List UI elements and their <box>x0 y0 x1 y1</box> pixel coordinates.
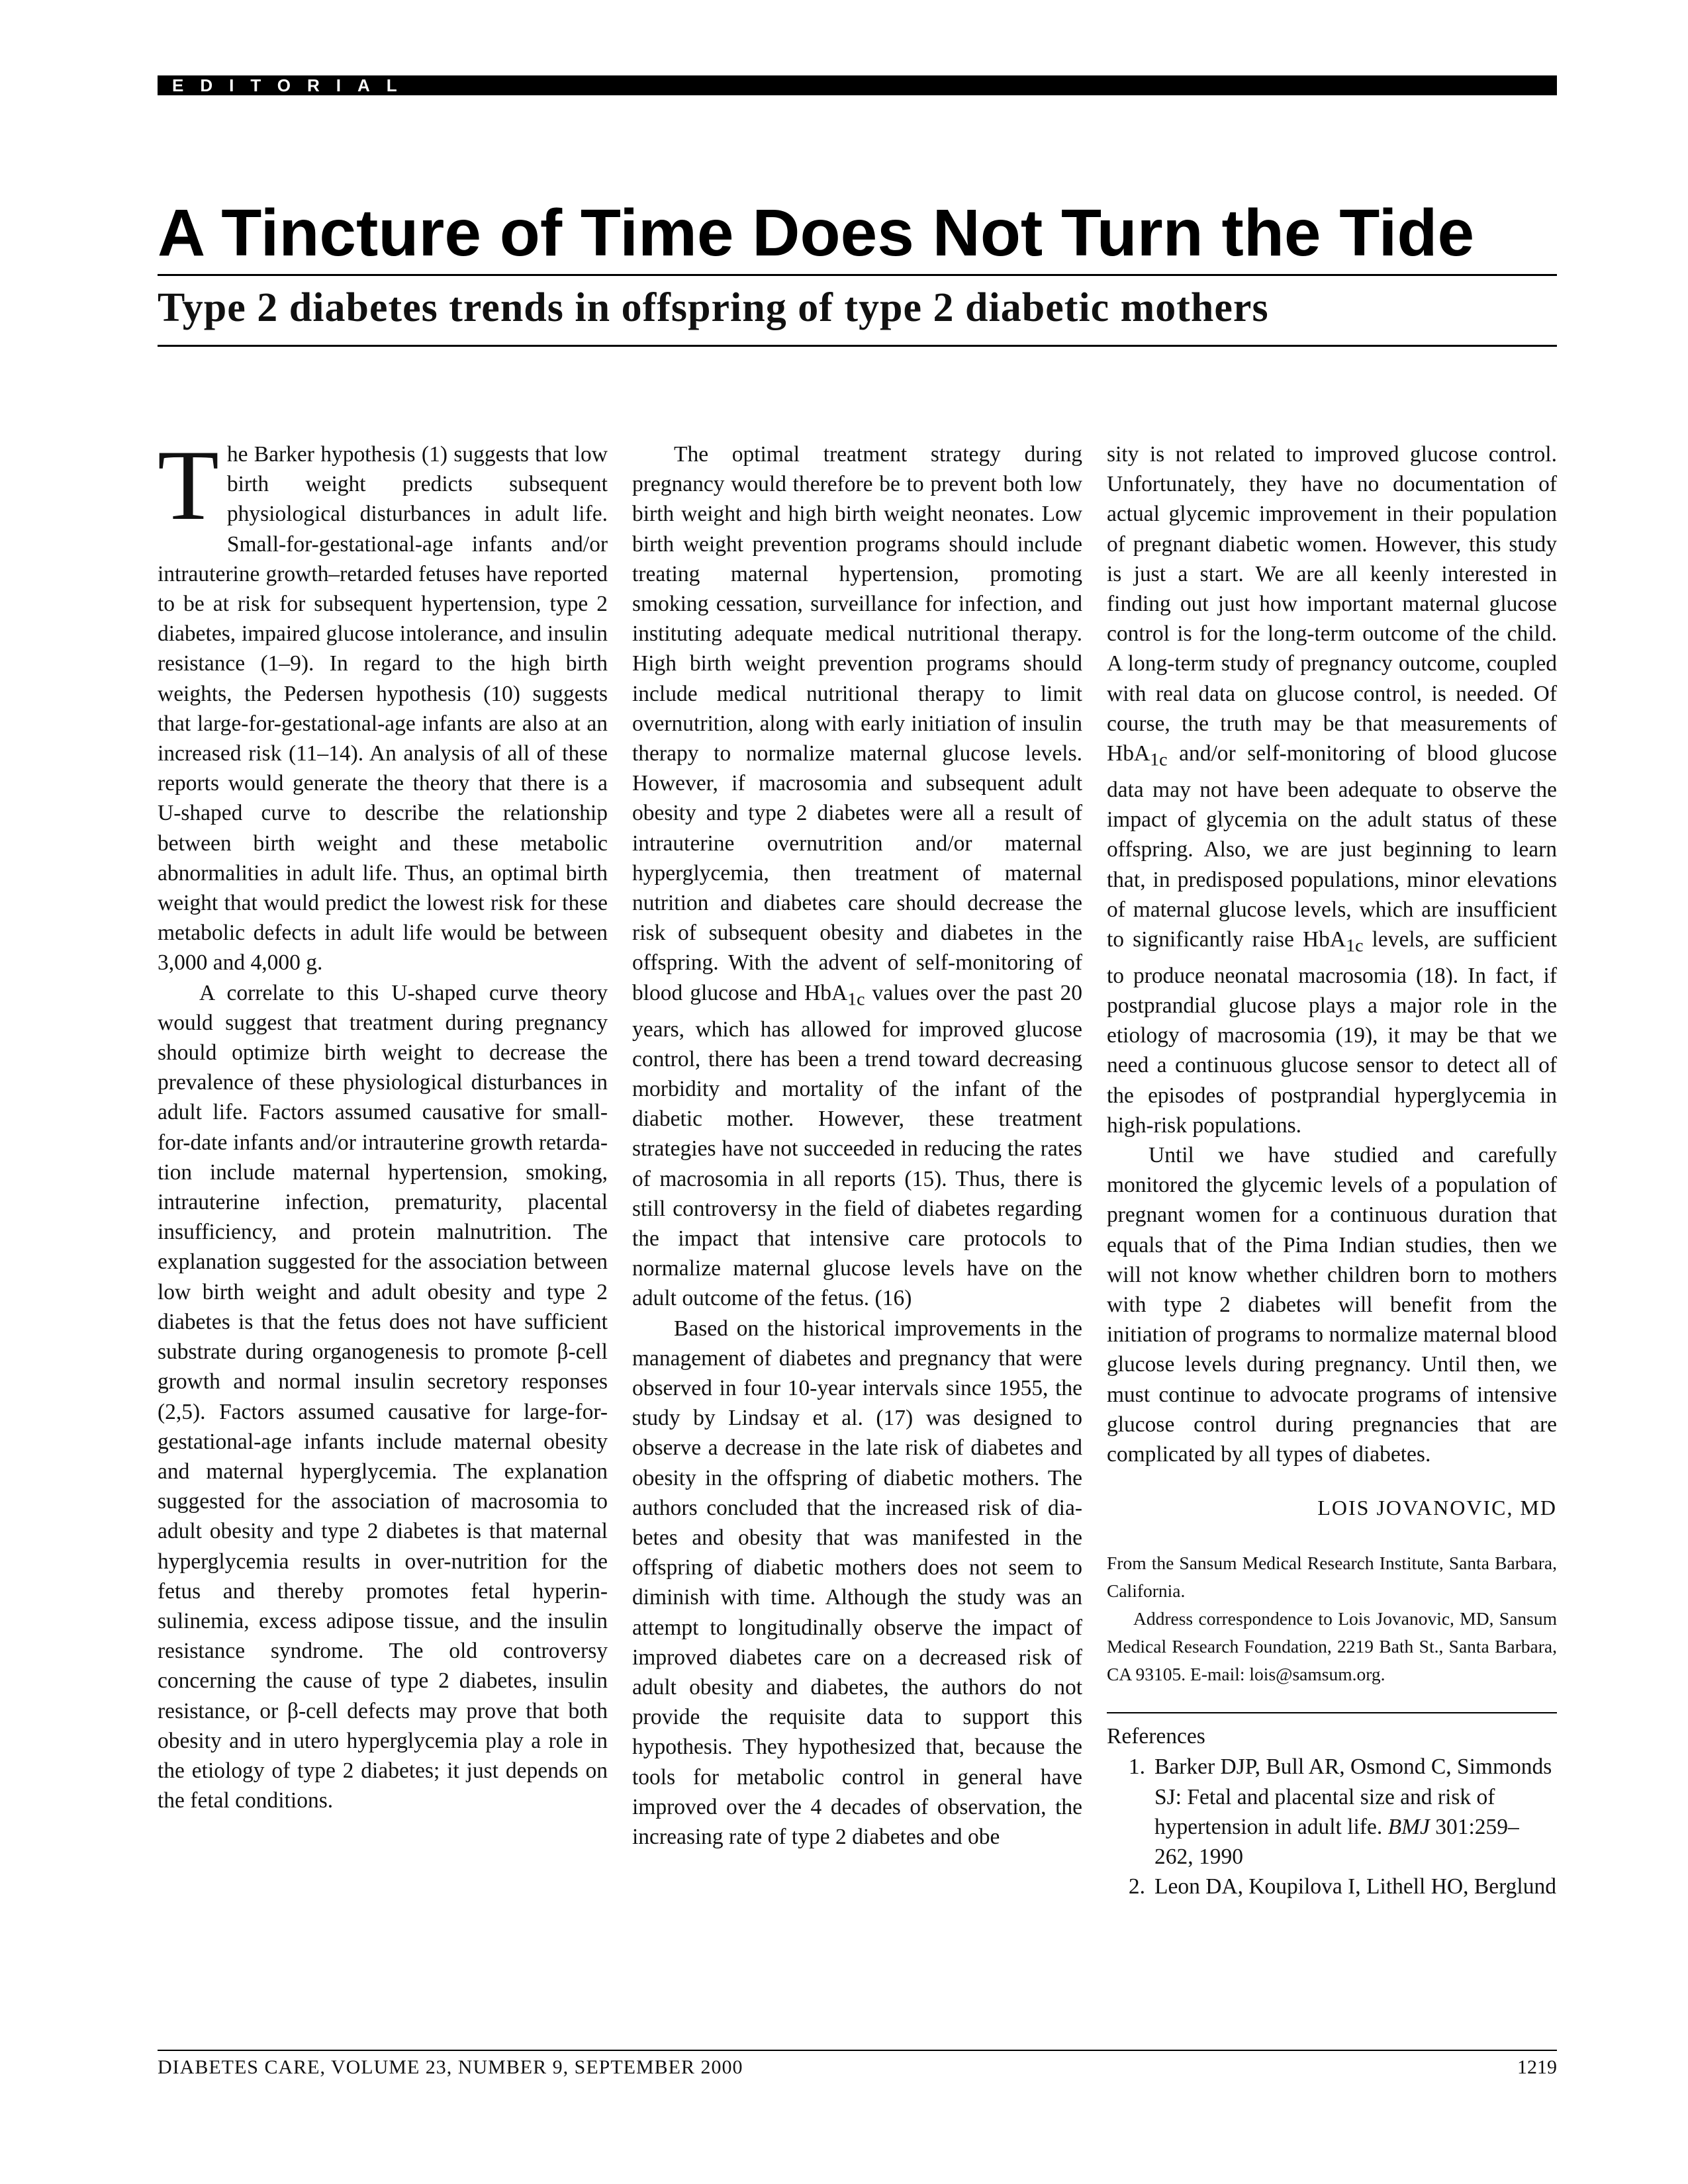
reference-item: 1. Barker DJP, Bull AR, Osmond C, Simmonds SJ: Fetal and placental size and risk of hypertension in adult life. BMJ 301:259–262, 1990 <box>1128 1754 1552 1870</box>
article-title: A Tincture of Time Does Not Turn the Tide <box>158 196 1475 270</box>
col2-paragraph-2: Based on the historical improvements in the management of diabetes and pregnancy that were observed in four 10-year intervals since 1955, the study by Lindsay et al. (17) was designed to observe a decrease in the late risk of diabetes and obesity in the offspring of diabetic mothers. The authors concluded that the increased risk of diabetes and obesity that was manifested in the offspring of diabetic mothers does not seem to diminish with time. Although the study was an attempt to longitudinally observe the impact of improved diabetes care on a decreased risk of adult obesity and diabetes, the authors do not provide the requisite data to support this hypothesis. They hypothesized that, because the tools for metabolic control in general have improved over the 4 decades of observation, the increasing rate of type 2 diabetes and obe <box>632 1316 1082 1850</box>
footer-rule <box>158 2050 1557 2051</box>
section-banner <box>158 75 1557 95</box>
col2-paragraph-1: The optimal treatment strategy during pregnancy would therefore be to prevent both low birth weight and high birth weight neonates. Low birth weight prevention programs should include treating maternal hypertension, promoting smoking cessation, surveillance for infection, and instituting adequate medical nutritional therapy. High birth weight prevention programs should include medical nutritional therapy to limit overnutrition, along with early initiation of insulin therapy to normalize maternal glucose levels. However, if macrosomia and subsequent adult obesity and type 2 diabetes were all a result of intrauterine overnutrition and/or maternal hyperglycemia, then treatment of maternal nutrition and diabetes care should decrease the risk of subsequent obesity and diabetes in the offspring. With the advent of self-monitoring of blood glucose and HbA$_{1c}$ values over the past 20 years, which has allowed for improved glucose control, there has been a trend toward decreasing morbidity and mortality of the infant of the diabetic mother. However, these treatment strategies have not succeeded in reducing the rates of macrosomia in all reports (15). Thus, there is still controversy in the field of diabetes regarding the impact that intensive care protocols to normalize maternal glucose levels have on the adult outcome of the fetus. (16) <box>632 442 1082 1311</box>
affiliation-text: From the Sansum Medical Research Institute, Santa Barbara, California. <box>1107 1553 1557 1602</box>
column-2 <box>632 439 1082 1852</box>
section-label: EDITORIAL <box>172 75 414 95</box>
title-rule <box>158 274 1557 276</box>
col3-paragraph-1: sity is not related to improved glucose control. Unfortunately, they have no documentation of actual glycemic improvement in their population of pregnant diabetic women. However, this study is just a start. We are all keenly interested in finding out just how important maternal glucose control is for the long-term outcome of the child. A long-term study of pregnancy outcome, coupled with real data on glucose control, is needed. Of course, the truth may be that measurements of HbA$_{1c}$ and/or self-monitoring of blood glucose data may not have been adequate to observe the impact of glycemia on the adult status of these offspring. Also, we are just beginning to learn that, in predisposed populations, minor elevations of maternal glucose levels, which are insufficient to significantly raise HbA$_{1c}$ levels, are sufficient to produce neonatal macrosomia (18). In fact, if postprandial glucose plays a major role in the etiology of macrosomia (19), it may be that we need a continuous glucose sensor to detect all of the episodes of postprandial hyperglycemia in high-risk populations. <box>1107 442 1557 1138</box>
col3-paragraph-2: Until we have studied and carefully monitored the glycemic levels of a population of pregnant women for a continuous duration that equals that of the Pima Indian studies, then we will not know whether children born to mothers with type 2 diabetes will benefit from the initiation of programs to normalize maternal blood glucose levels during pregnancy. Until then, we must continue to advocate programs of intensive glucose control during pregnancies that are complicated by all types of diabetes. <box>1107 1143 1557 1467</box>
drop-cap: T <box>158 430 219 541</box>
author-byline: LOIS JOVANOVIC, MD <box>1317 1496 1557 1520</box>
references-rule <box>1107 1712 1557 1713</box>
reference-item: 2. Leon DA, Koupilova I, Lithell HO, Berglund <box>1128 1874 1556 1899</box>
col1-paragraph-2: A correlate to this U-shaped curve theory would suggest that treatment during pregnancy should optimize birth weight to decrease the prevalence of these physiological disturbances in adult life. Factors assumed causative for small-for-date infants and/or intrauterine growth retardation include maternal hypertension, smoking, intrauterine infection, prematurity, placental insufficiency, and protein malnutrition. The explanation suggested for the association between low birth weight and adult obesity and type 2 diabetes is that the fetus does not have sufficient substrate during organogenesis to promote β-cell growth and normal insulin secretory responses (2,5). Factors assumed causative for large-for-gestational-age infants include maternal obesity and maternal hyperglycemia. The explanation suggested for the association of macrosomia to adult obesity and type 2 diabetes is that maternal hyperglycemia results in over-nutrition for the fetus and thereby promotes fetal hyperinsulinemia, excess adipose tissue, and the insulin resistance syndrome. The old controversy concerning the cause of type 2 diabetes, insulin resistance, or β-cell defects may prove that both obesity and in utero hyperglycemia play a role in the etiology of type 2 diabetes; it just depends on the fetal conditions. <box>158 980 608 1813</box>
col1-paragraph-1: The Barker hypothesis (1) suggests that low birth weight predicts subsequent physiological disturbances in adult life. Small-for-gestational-age infants and/or intrauterine growth–retarded fetuses have reported to be at risk for subsequent hypertension, type 2 diabetes, impaired glucose intolerance, and insulin resistance (1–9). In regard to the high birth weights, the Pedersen hypothesis (10) suggests that large-for-gestational-age infants are also at an increased risk (11–14). An analysis of all of these reports would generate the theory that there is a U-shaped curve to describe the relationship between birth weight and these metabolic abnormalities in adult life. Thus, an optimal birth weight that would predict the lowest risk for these metabolic defects in adult life would be between 3,000 and 4,000 g. <box>158 430 608 976</box>
subtitle-rule <box>158 345 1557 347</box>
article-subtitle: Type 2 diabetes trends in offspring of type 2 diabetic mothers <box>158 285 1269 330</box>
column-3 <box>1107 439 1557 1902</box>
author-affiliation-block <box>1107 1549 1557 1688</box>
references-heading: References <box>1107 1724 1205 1749</box>
journal-citation: DIABETES CARE, VOLUME 23, NUMBER 9, SEPTEMBER 2000 <box>158 2056 743 2078</box>
correspondence-text: Address correspondence to Lois Jovanovic, MD, Sansum Medical Research Foundation, 2219 Bath St., Santa Barbara, CA 93105. E-mail: lois@samsum.org. <box>1107 1608 1557 1685</box>
column-1 <box>158 430 608 1815</box>
references-list <box>1107 1752 1557 1901</box>
page-number: 1219 <box>1517 2056 1557 2078</box>
